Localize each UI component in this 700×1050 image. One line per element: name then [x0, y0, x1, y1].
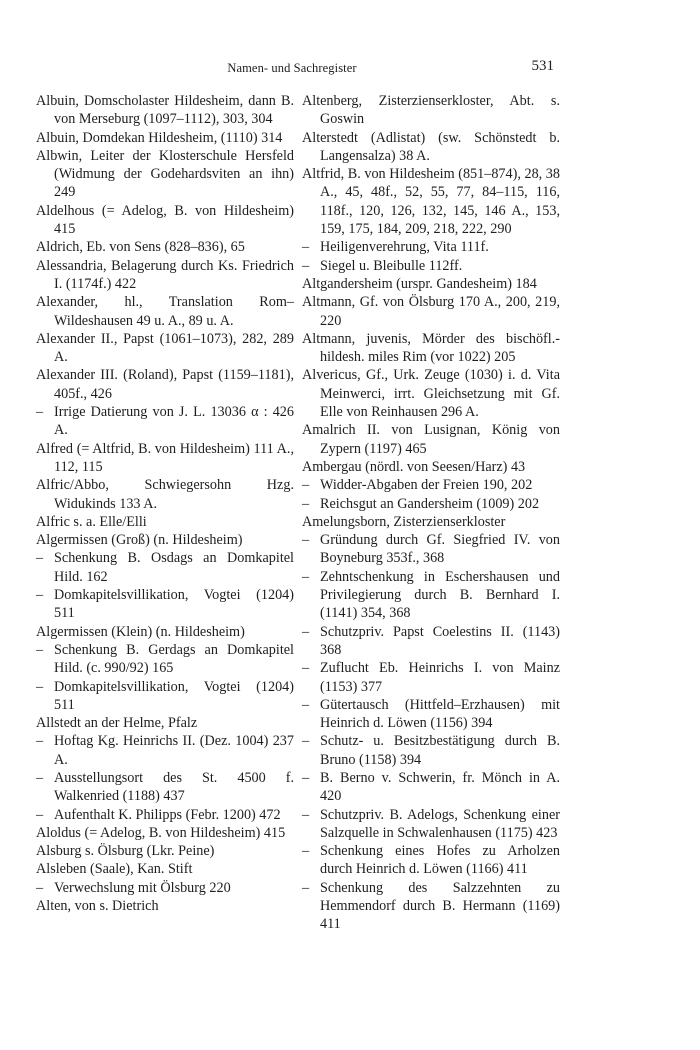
index-entry [36, 860, 294, 878]
index-subentry [36, 549, 294, 586]
entry-text: Albuin, Domscholaster Hildesheim, dann B. von Merseburg (1097–1112), 303, 304 [36, 93, 294, 128]
entry-text: Schenkung B. Osdags an Domkapitel Hild. 162 [54, 550, 294, 585]
index-entry [36, 623, 294, 641]
index-entry [36, 330, 294, 367]
entry-text: B. Berno v. Schwerin, fr. Mönch in A. 420 [320, 769, 560, 805]
index-entry [302, 165, 560, 238]
index-subentry [36, 732, 294, 769]
index-column-right [302, 92, 560, 934]
index-entry [302, 458, 560, 476]
index-subentry [302, 531, 560, 568]
subentry-dash: – [36, 587, 44, 604]
index-subentry [36, 586, 294, 623]
entry-text: Amalrich II. von Lusignan, König von Zypern (1197) 465 [302, 422, 560, 457]
subentry-dash: – [302, 769, 310, 786]
index-subentry [302, 659, 560, 696]
index-entry [36, 257, 294, 294]
subentry-dash: – [302, 733, 310, 750]
entry-text: Albwin, Leiter der Klosterschule Hersfeld (Widmung der Godehardsviten an ihn) 249 [36, 147, 294, 201]
subentry-dash: – [302, 495, 310, 512]
index-entry [36, 531, 294, 549]
index-entry [36, 476, 294, 513]
index-subentry [302, 568, 560, 623]
entry-text: Zuflucht Eb. Heinrichs I. von Mainz (1153) 377 [320, 660, 560, 695]
entry-text: Verwechslung mit Ölsburg 220 [54, 879, 231, 896]
entry-text: Alexander III. (Roland), Papst (1159–1181), 405f., 426 [36, 367, 294, 402]
entry-text: Algermissen (Groß) (n. Hildesheim) [36, 532, 243, 549]
subentry-dash: – [36, 806, 44, 823]
entry-text: Alfred (= Altfrid, B. von Hildesheim) 111 A., 112, 115 [36, 440, 294, 475]
index-subentry [36, 678, 294, 715]
index-subentry [302, 696, 560, 733]
subentry-dash: – [36, 733, 44, 750]
entry-text: Alfric/Abbo, Schwiegersohn Hzg. Widukinds 133 A. [36, 477, 294, 512]
entry-text: Albuin, Domdekan Hildesheim, (1110) 314 [36, 129, 283, 146]
index-subentry [36, 769, 294, 806]
index-subentry [36, 806, 294, 824]
index-subentry [302, 238, 560, 256]
entry-text: Alsburg s. Ölsburg (Lkr. Peine) [36, 843, 215, 860]
subentry-dash: – [302, 623, 310, 640]
index-subentry [302, 623, 560, 660]
entry-text: Ambergau (nördl. von Seesen/Harz) 43 [302, 458, 526, 475]
entry-text: Alterstedt (Adlistat) (sw. Schönstedt b. Langensalza) 38 A. [302, 129, 560, 164]
entry-text: Alsleben (Saale), Kan. Stift [36, 861, 193, 878]
index-entry [302, 513, 560, 531]
entry-text: Schenkung eines Hofes zu Arholzen durch Heinrich d. Löwen (1166) 411 [320, 843, 560, 878]
entry-text: Amelungsborn, Zisterzienserkloster [302, 513, 506, 530]
entry-text: Alessandria, Belagerung durch Ks. Friedrich I. (1174f.) 422 [36, 257, 294, 292]
subentry-dash: – [302, 843, 310, 860]
entry-text: Gründung durch Gf. Siegfried IV. von Boyneburg 353f., 368 [320, 532, 560, 567]
entry-text: Allstedt an der Helme, Pfalz [36, 715, 198, 732]
subentry-dash: – [302, 239, 310, 256]
index-column-left [36, 92, 294, 915]
entry-text: Schenkung B. Gerdags an Domkapitel Hild. (c. 990/92) 165 [54, 641, 294, 677]
entry-text: Altgandersheim (urspr. Gandesheim) 184 [302, 275, 537, 292]
index-entry [36, 293, 294, 330]
entry-text: Ausstellungsort des St. 4500 f. Walkenried (1188) 437 [54, 769, 294, 805]
index-entry [36, 147, 294, 202]
entry-text: Schenkung des Salzzehnten zu Hemmendorf durch B. Hermann (1169) 411 [320, 879, 560, 933]
entry-text: Irrige Datierung von J. L. 13036 α : 426 A. [54, 404, 294, 439]
subentry-dash: – [302, 568, 310, 585]
index-entry [36, 714, 294, 732]
subentry-dash: – [36, 678, 44, 695]
index-entry [302, 330, 560, 367]
index-entry [302, 92, 560, 129]
entry-text: Aldelhous (= Adelog, B. von Hildesheim) 415 [36, 202, 294, 238]
subentry-dash: – [36, 769, 44, 786]
index-entry [302, 275, 560, 293]
subentry-dash: – [36, 641, 44, 658]
index-subentry [36, 879, 294, 897]
index-subentry [302, 732, 560, 769]
index-entry [36, 897, 294, 915]
subentry-dash: – [302, 660, 310, 677]
entry-text: Aloldus (= Adelog, B. von Hildesheim) 415 [36, 824, 286, 841]
index-entry [36, 842, 294, 860]
index-subentry [302, 495, 560, 513]
page-number: 531 [531, 58, 554, 74]
index-entry [36, 202, 294, 239]
index-entry [36, 440, 294, 477]
index-entry [36, 366, 294, 403]
subentry-dash: – [302, 879, 310, 896]
index-entry [302, 129, 560, 166]
entry-text: Zehntschenkung in Eschershausen und Privilegierung durch B. Bernhard I. (1141) 354, 368 [320, 568, 560, 622]
entry-text: Heiligenverehrung, Vita 111f. [320, 239, 489, 256]
entry-text: Alfric s. a. Elle/Elli [36, 513, 147, 530]
running-header-title: Namen- und Sachregister [227, 61, 357, 75]
entry-text: Domkapitelsvillikation, Vogtei (1204) 511 [54, 587, 294, 622]
entry-text: Siegel u. Bleibulle 112ff. [320, 257, 463, 274]
entry-text: Reichsgut an Gandersheim (1009) 202 [320, 495, 540, 512]
entry-text: Aufenthalt K. Philipps (Febr. 1200) 472 [54, 806, 281, 823]
index-entry [302, 421, 560, 458]
subentry-dash: – [302, 806, 310, 823]
subentry-dash: – [36, 404, 44, 421]
index-entry [36, 129, 294, 147]
index-entry [36, 513, 294, 531]
entry-text: Alvericus, Gf., Urk. Zeuge (1030) i. d. Vita Meinwerci, irrt. Gleichsetzung mit Gf. Elle von Reinhausen 296 A. [302, 367, 560, 421]
index-subentry [302, 257, 560, 275]
entry-text: Widder-Abgaben der Freien 190, 202 [320, 477, 533, 494]
subentry-dash: – [302, 532, 310, 549]
index-subentry [302, 476, 560, 494]
index-entry [302, 293, 560, 330]
index-subentry [36, 641, 294, 678]
entry-text: Alten, von s. Dietrich [36, 898, 159, 915]
subentry-dash: – [302, 477, 310, 494]
index-subentry [302, 806, 560, 843]
entry-text: Schutz- u. Besitzbestätigung durch B. Bruno (1158) 394 [320, 733, 560, 768]
entry-text: Altfrid, B. von Hildesheim (851–874), 28, 38 A., 45, 48f., 52, 55, 77, 84–115, 116, 118f., 120, 126, 132, 145, 146 A., 153, 159, 175, 184, 209, 218, 222, 290 [302, 166, 560, 238]
index-subentry [302, 842, 560, 879]
index-entry [36, 238, 294, 256]
entry-text: Altmann, juvenis, Mörder des bischöfl.-hildesh. miles Rim (vor 1022) 205 [302, 330, 560, 366]
entry-text: Hoftag Kg. Heinrichs II. (Dez. 1004) 237 A. [54, 733, 294, 768]
entry-text: Domkapitelsvillikation, Vogtei (1204) 511 [54, 678, 294, 713]
index-entry [36, 92, 294, 129]
index-entry [302, 366, 560, 421]
index-entry [36, 824, 294, 842]
entry-text: Altmann, Gf. von Ölsburg 170 A., 200, 219, 220 [302, 294, 560, 329]
index-subentry [302, 879, 560, 934]
index-subentry [302, 769, 560, 806]
entry-text: Altenberg, Zisterzienserkloster, Abt. s. Goswin [302, 93, 560, 128]
entry-text: Algermissen (Klein) (n. Hildesheim) [36, 623, 245, 640]
subentry-dash: – [302, 696, 310, 713]
entry-text: Schutzpriv. Papst Coelestins II. (1143) 368 [320, 623, 560, 658]
entry-text: Schutzpriv. B. Adelogs, Schenkung einer Salzquelle in Schwalenhausen (1175) 423 [320, 806, 560, 841]
entry-text: Gütertausch (Hittfeld–Erzhausen) mit Heinrich d. Löwen (1156) 394 [320, 696, 560, 732]
subentry-dash: – [36, 550, 44, 567]
entry-text: Alexander, hl., Translation Rom–Wildeshausen 49 u. A., 89 u. A. [36, 294, 294, 329]
subentry-dash: – [302, 257, 310, 274]
entry-text: Alexander II., Papst (1061–1073), 282, 289 A. [36, 330, 294, 366]
entry-text: Aldrich, Eb. von Sens (828–836), 65 [36, 239, 245, 256]
index-subentry [36, 403, 294, 440]
subentry-dash: – [36, 879, 44, 896]
